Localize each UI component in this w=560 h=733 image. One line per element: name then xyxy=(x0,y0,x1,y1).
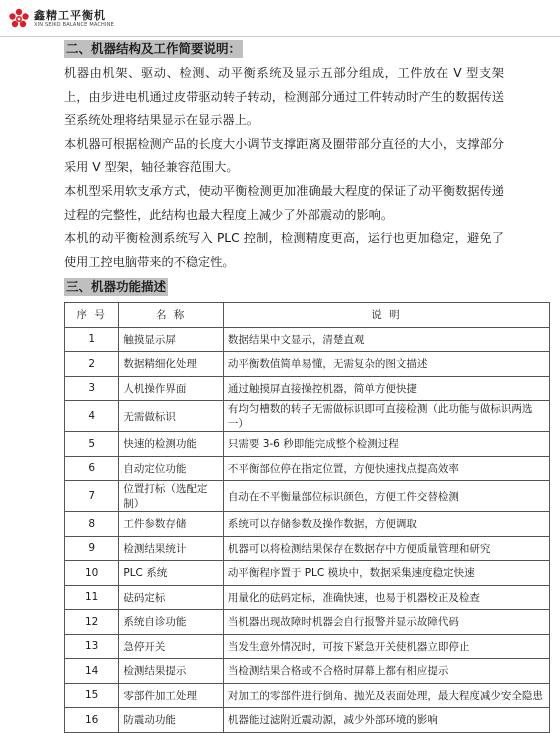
row-number: 1 xyxy=(65,327,119,352)
row-name: 快速的检测功能 xyxy=(119,432,224,457)
brand-name-cn: 鑫精工平衡机 xyxy=(34,8,106,22)
row-name: 自动定位功能 xyxy=(119,456,224,481)
function-table xyxy=(64,302,550,733)
table-header-row xyxy=(65,303,550,328)
header-divider xyxy=(0,36,560,37)
header-name: 名 称 xyxy=(119,303,224,328)
paragraph: 机器由机架、驱动、检测、动平衡系统及显示五部分组成，工件放在 V 型支架上，由步进电机通过皮带驱动转子转动，检测部分通过工件转动时产生的数据传送至系统处理将结果显示在显示器上。 xyxy=(64,66,504,128)
row-description: 自动在不平衡量部位标识颜色，方便工件交替检测 xyxy=(223,481,549,512)
row-number: 6 xyxy=(65,456,119,481)
row-name: 检测结果统计 xyxy=(119,536,224,561)
row-name: 零部件加工处理 xyxy=(119,683,224,708)
table-row xyxy=(65,683,550,708)
structure-description xyxy=(64,62,504,274)
header-no: 序 号 xyxy=(65,303,119,328)
table-row xyxy=(65,634,550,659)
row-name: PLC 系统 xyxy=(119,561,224,586)
row-number: 12 xyxy=(65,610,119,635)
paragraph: 本机器可根据检测产品的长度大小调节支撑距离及圈带部分直径的大小，支撑部分采用 V 型架，轴径兼容范围大。 xyxy=(64,136,504,175)
row-description: 有均匀槽数的转子无需做标识即可直接检测（此功能与做标识两选一） xyxy=(223,401,549,432)
row-description: 用量化的砝码定标，准确快速，也易于机器校正及检查 xyxy=(223,585,549,610)
row-description: 动平衡数值简单易懂，无需复杂的图文描述 xyxy=(223,352,549,377)
table-row xyxy=(65,708,550,733)
table-row xyxy=(65,481,550,512)
table-row xyxy=(65,561,550,586)
row-number: 3 xyxy=(65,376,119,401)
row-name: 无需做标识 xyxy=(119,401,224,432)
section-title-structure: 二、机器结构及工作简要说明： xyxy=(66,41,242,56)
row-number: 8 xyxy=(65,512,119,537)
row-description: 动平衡程序置于 PLC 模块中，数据采集速度稳定快速 xyxy=(223,561,549,586)
row-description: 机器可以将检测结果保存在数据存中方便质量管理和研究 xyxy=(223,536,549,561)
row-description: 数据结果中文显示，清楚直观 xyxy=(223,327,549,352)
table-row xyxy=(65,327,550,352)
table-row xyxy=(65,659,550,684)
row-name: 急停开关 xyxy=(119,634,224,659)
row-number: 10 xyxy=(65,561,119,586)
header-logo xyxy=(8,6,114,32)
row-name: 触摸显示屏 xyxy=(119,327,224,352)
brand-name-en: XIN SEIKO BALANCE MACHINE xyxy=(34,21,114,28)
row-number: 2 xyxy=(65,352,119,377)
table-row xyxy=(65,352,550,377)
brand-logo-icon xyxy=(8,8,30,30)
table-row xyxy=(65,376,550,401)
row-number: 4 xyxy=(65,401,119,432)
row-description: 通过触摸屏直接操控机器，简单方便快捷 xyxy=(223,376,549,401)
row-description: 只需要 3-6 秒即能完成整个检测过程 xyxy=(223,432,549,457)
row-number: 13 xyxy=(65,634,119,659)
row-number: 5 xyxy=(65,432,119,457)
header-desc: 说 明 xyxy=(223,303,549,328)
row-description: 对加工的零部件进行倒角、抛光及表面处理，最大程度减少安全隐患 xyxy=(223,683,549,708)
row-name: 防震动功能 xyxy=(119,708,224,733)
row-name: 工件参数存储 xyxy=(119,512,224,537)
row-description: 不平衡部位停在指定位置，方便快速找点提高效率 xyxy=(223,456,549,481)
row-number: 15 xyxy=(65,683,119,708)
table-row xyxy=(65,432,550,457)
row-description: 当机器出现故障时机器会自行报警并显示故障代码 xyxy=(223,610,549,635)
table-row xyxy=(65,512,550,537)
row-name: 人机操作界面 xyxy=(119,376,224,401)
table-row xyxy=(65,456,550,481)
table-row xyxy=(65,536,550,561)
row-description: 机器能过滤附近震动源，减少外部环境的影响 xyxy=(223,708,549,733)
row-name: 数据精细化处理 xyxy=(119,352,224,377)
table-row xyxy=(65,401,550,432)
paragraph: 本机的动平衡检测系统写入 PLC 控制，检测精度更高，运行也更加稳定，避免了使用工控电脑带来的不稳定性。 xyxy=(64,231,504,269)
row-description: 当发生意外情况时，可按下紧急开关使机器立即停止 xyxy=(223,634,549,659)
row-name: 位置打标（选配定制） xyxy=(119,481,224,512)
paragraph: 本机型采用软支承方式，使动平衡检测更加准确最大程度的保证了动平衡数据传递过程的完整性，此结构也最大程度上减少了外部震动的影响。 xyxy=(64,183,504,222)
row-number: 14 xyxy=(65,659,119,684)
row-number: 9 xyxy=(65,536,119,561)
row-name: 检测结果提示 xyxy=(119,659,224,684)
row-number: 16 xyxy=(65,708,119,733)
row-number: 11 xyxy=(65,585,119,610)
table-row xyxy=(65,610,550,635)
row-description: 当检测结果合格或不合格时屏幕上都有相应提示 xyxy=(223,659,549,684)
row-name: 系统自诊功能 xyxy=(119,610,224,635)
table-body xyxy=(65,327,550,732)
row-number: 7 xyxy=(65,481,119,512)
row-name: 砝码定标 xyxy=(119,585,224,610)
section-title-functions: 三、机器功能描述 xyxy=(66,279,167,294)
row-description: 系统可以存储参数及操作数据，方便调取 xyxy=(223,512,549,537)
table-row xyxy=(65,585,550,610)
